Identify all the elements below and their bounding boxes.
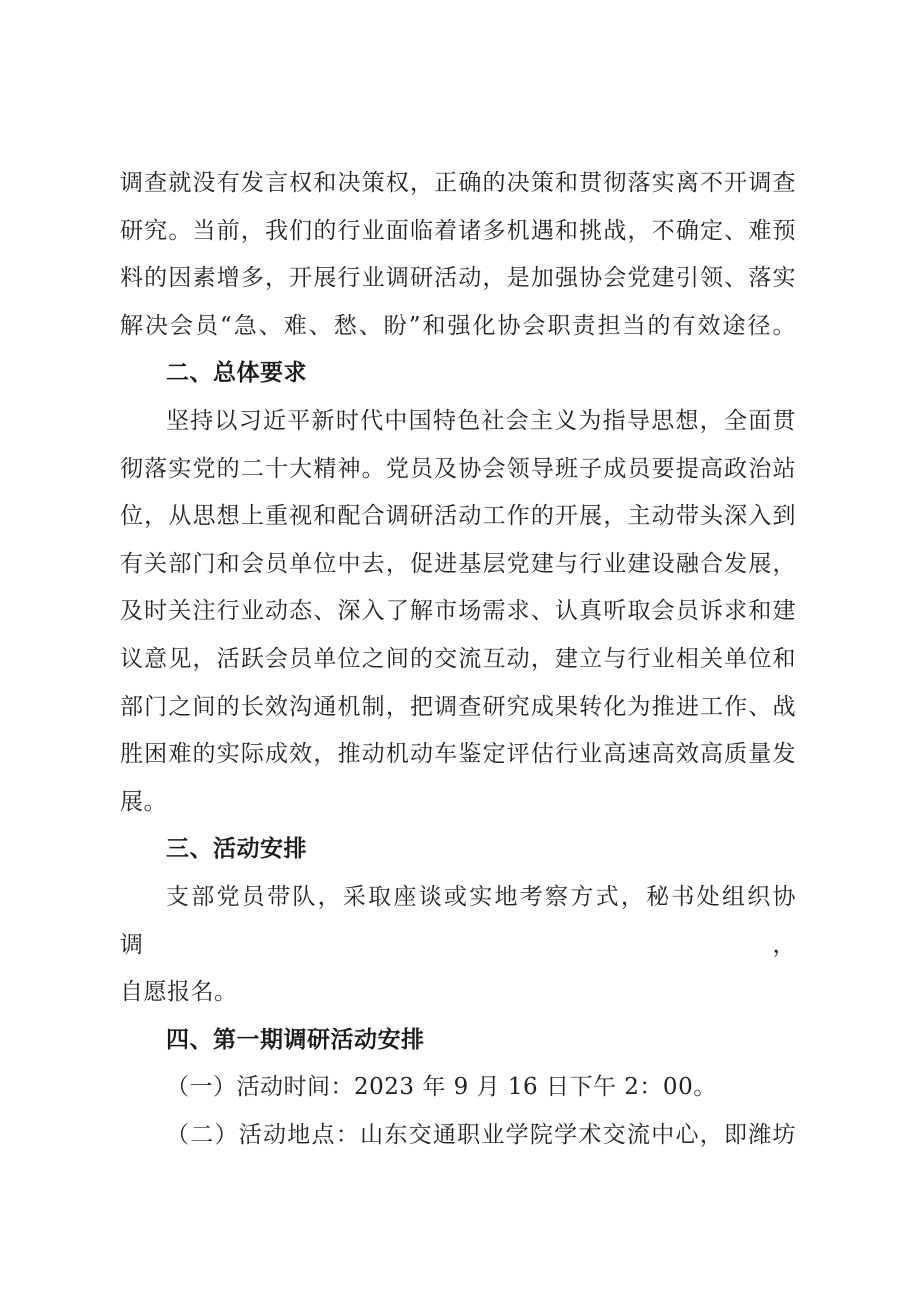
body-line: 胜困难的实际成效，推动机动车鉴定评估行业高速高效高质量发 (120, 741, 796, 768)
body-line: 支部党员带队，采取座谈或实地考察方式，秘书处组织协调， (120, 883, 796, 958)
body-line: 解决会员“急、难、愁、盼”和强化协会职责担当的有效途径。 (120, 312, 796, 339)
body-line: 展。 (120, 788, 167, 815)
body-line: 议意见，活跃会员单位之间的交流互动，建立与行业相关单位和 (120, 645, 796, 672)
section-heading: 四、第一期调研活动安排 (166, 1026, 425, 1053)
body-line: 坚持以习近平新时代中国特色社会主义为指导思想，全面贯 (166, 407, 796, 434)
body-line: （一）活动时间：2023 年 9 月 16 日下午 2：00。 (166, 1074, 717, 1101)
section-heading: 二、总体要求 (166, 360, 307, 387)
body-line: 有关部门和会员单位中去，促进基层党建与行业建设融合发展， (120, 550, 796, 577)
body-line: 部门之间的长效沟通机制，把调查研究成果转化为推进工作、战 (120, 693, 796, 720)
document-body (120, 160, 796, 1159)
body-line: 位，从思想上重视和配合调研活动工作的开展，主动带头深入到 (120, 503, 796, 530)
body-line: 调查就没有发言权和决策权，正确的决策和贯彻落实离不开调查 (120, 170, 796, 196)
body-line: （二）活动地点：山东交通职业学院学术交流中心，即潍坊 (166, 1121, 796, 1148)
body-line: 研究。当前，我们的行业面临着诸多机遇和挑战，不确定、难预 (120, 217, 796, 244)
body-line: 料的因素增多，开展行业调研活动，是加强协会党建引领、落实 (120, 265, 796, 292)
section-heading: 三、活动安排 (166, 836, 307, 863)
body-line: 自愿报名。 (120, 979, 238, 1006)
body-line: 及时关注行业动态、深入了解市场需求、认真听取会员诉求和建 (120, 598, 796, 625)
body-line: 彻落实党的二十大精神。党员及协会领导班子成员要提高政治站 (120, 455, 796, 482)
